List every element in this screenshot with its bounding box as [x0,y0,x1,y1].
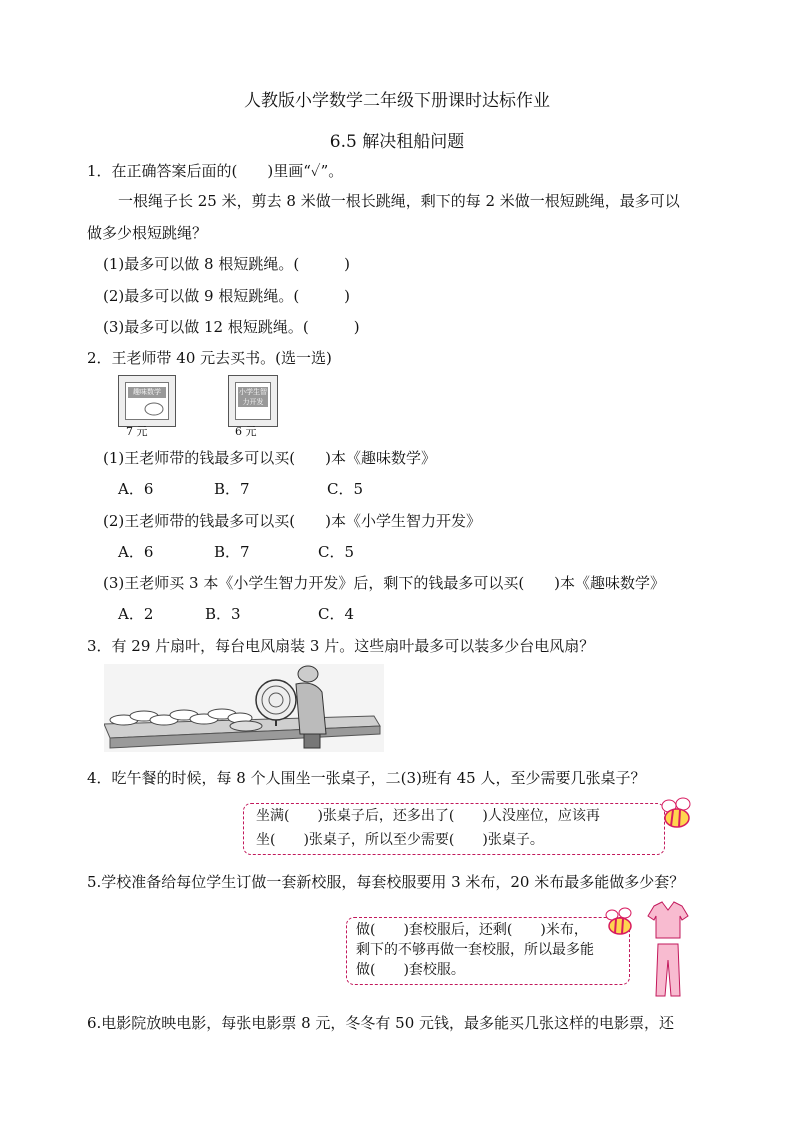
lesson-subtitle: 6.5 解决租船问题 [329,132,465,152]
book2-title: 小学生智力开发 [239,388,267,406]
q1-text-line2: 做多少根短跳绳？ [87,224,208,242]
q1-text-line1: 一根绳子长 25 米，剪去 8 米做一根长跳绳，剩下的每 2 米做一根短跳绳，最多可以 [118,192,680,210]
q2-sub2: (2)王老师带的钱最多可以买( )本《小学生智力开发》 [103,512,481,530]
q5-hint-line2: 剩下的不够再做一套校服，所以最多能 [356,942,594,958]
q5-hint-line1: 做( )套校服后，还剩( )米布， [356,922,588,938]
book-qwsx-image [118,375,176,427]
book-zlkf-image [228,375,278,427]
q2-sub3-choice-b[interactable]: B．3 [205,605,241,623]
q2-sub1-choice-c[interactable]: C．5 [327,480,364,498]
q4-stem: 4．吃午餐的时候，每 8 个人围坐一张桌子，二(3)班有 45 人，至少需要几张桌子？ [87,769,646,787]
q2-sub3-choice-c[interactable]: C．4 [318,605,355,623]
bee-icon [600,906,640,940]
q2-sub1-choice-b[interactable]: B．7 [214,480,250,498]
q1-option-1: (1)最多可以做 8 根短跳绳。( ) [103,255,351,273]
q2-sub2-choice-a[interactable]: A．6 [118,543,154,561]
fan-assembly-illustration [104,664,384,752]
q1-option-2: (2)最多可以做 9 根短跳绳。( ) [103,287,351,305]
book1-title: 趣味数学 [128,387,166,398]
book2-price: 6 元 [235,425,257,438]
q4-hint-line1: 坐满( )张桌子后，还多出了( )人没座位，应该再 [256,808,600,824]
page-title: 人教版小学数学二年级下册课时达标作业 [244,91,550,111]
q1-stem: 1．在正确答案后面的( )里画“✓”。 [87,162,344,180]
bee-icon [655,796,699,832]
book1-price: 7 元 [126,425,148,438]
q3-stem: 3．有 29 片扇叶，每台电风扇装 3 片。这些扇叶最多可以装多少台电风扇？ [87,637,595,655]
q6-stem: 6.电影院放映电影，每张电影票 8 元，冬冬有 50 元钱，最多能买几张这样的电影票，还 [87,1014,675,1032]
q5-hint-line3: 做( )套校服。 [356,962,465,978]
school-uniform-illustration [646,900,690,1000]
q2-stem: 2．王老师带 40 元去买书。(选一选) [87,349,332,367]
q2-sub2-choice-b[interactable]: B．7 [214,543,250,561]
q2-sub2-choice-c[interactable]: C．5 [318,543,355,561]
q2-sub3: (3)王老师买 3 本《小学生智力开发》后，剩下的钱最多可以买( )本《趣味数学》 [103,574,666,592]
q2-sub1: (1)王老师带的钱最多可以买( )本《趣味数学》 [103,449,436,467]
q4-hint-line2: 坐( )张桌子，所以至少需要( )张桌子。 [256,832,544,848]
q5-stem: 5.学校准备给每位学生订做一套新校服，每套校服要用 3 米布，20 米布最多能做多少套？ [87,873,685,891]
q1-option-3: (3)最多可以做 12 根短跳绳。( ) [103,318,360,336]
q2-sub1-choice-a[interactable]: A．6 [118,480,154,498]
q2-sub3-choice-a[interactable]: A．2 [118,605,154,623]
